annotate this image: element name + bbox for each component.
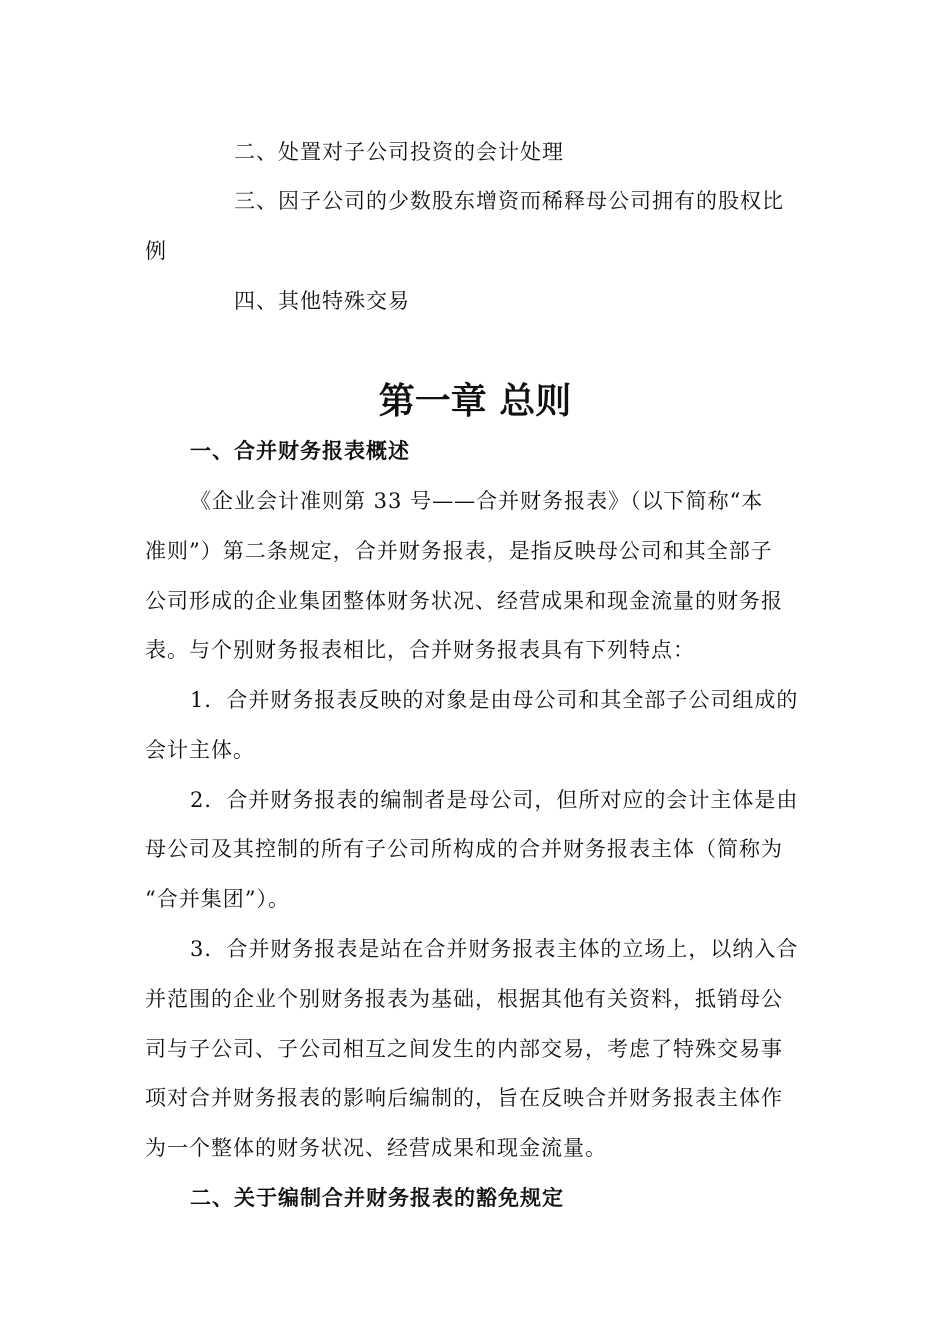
paragraph-line: 为一个整体的财务状况、经营成果和现金流量。 <box>145 1136 607 1160</box>
paragraph-line: 2．合并财务报表的编制者是母公司，但所对应的会计主体是由 <box>190 788 799 812</box>
paragraph-line: 公司形成的企业集团整体财务状况、经营成果和现金流量的财务报 <box>145 589 783 613</box>
paragraph-line: 表。与个别财务报表相比，合并财务报表具有下列特点： <box>145 638 695 662</box>
paragraph-line: 会计主体。 <box>145 738 255 762</box>
paragraph-line: 准则”）第二条规定，合并财务报表，是指反映母公司和其全部子 <box>145 539 773 563</box>
section-2-heading: 二、关于编制合并财务报表的豁免规定 <box>190 1186 564 1210</box>
toc-item-3-line-2: 例 <box>145 239 167 263</box>
paragraph-line: 母公司及其控制的所有子公司所构成的合并财务报表主体（简称为 <box>145 837 783 861</box>
paragraph-line: 1．合并财务报表反映的对象是由母公司和其全部子公司组成的 <box>190 688 799 712</box>
paragraph-line: “合并集团”）。 <box>145 887 290 911</box>
paragraph-line: 司与子公司、子公司相互之间发生的内部交易，考虑了特殊交易事 <box>145 1037 783 1061</box>
toc-item-3-line-1: 三、因子公司的少数股东增资而稀释母公司拥有的股权比 <box>234 189 784 213</box>
paragraph-line: 3．合并财务报表是站在合并财务报表主体的立场上，以纳入合 <box>190 937 799 961</box>
chapter-title: 第一章 总则 <box>378 381 572 422</box>
paragraph-line: 并范围的企业个别财务报表为基础，根据其他有关资料，抵销母公 <box>145 987 783 1011</box>
toc-item-4: 四、其他特殊交易 <box>234 289 410 313</box>
paragraph-line: 项对合并财务报表的影响后编制的，旨在反映合并财务报表主体作 <box>145 1086 783 1110</box>
section-1-heading: 一、合并财务报表概述 <box>190 439 410 463</box>
paragraph-line: 《企业会计准则第 33 号——合并财务报表》（以下简称“本 <box>190 489 764 513</box>
toc-item-2: 二、处置对子公司投资的会计处理 <box>234 140 564 164</box>
